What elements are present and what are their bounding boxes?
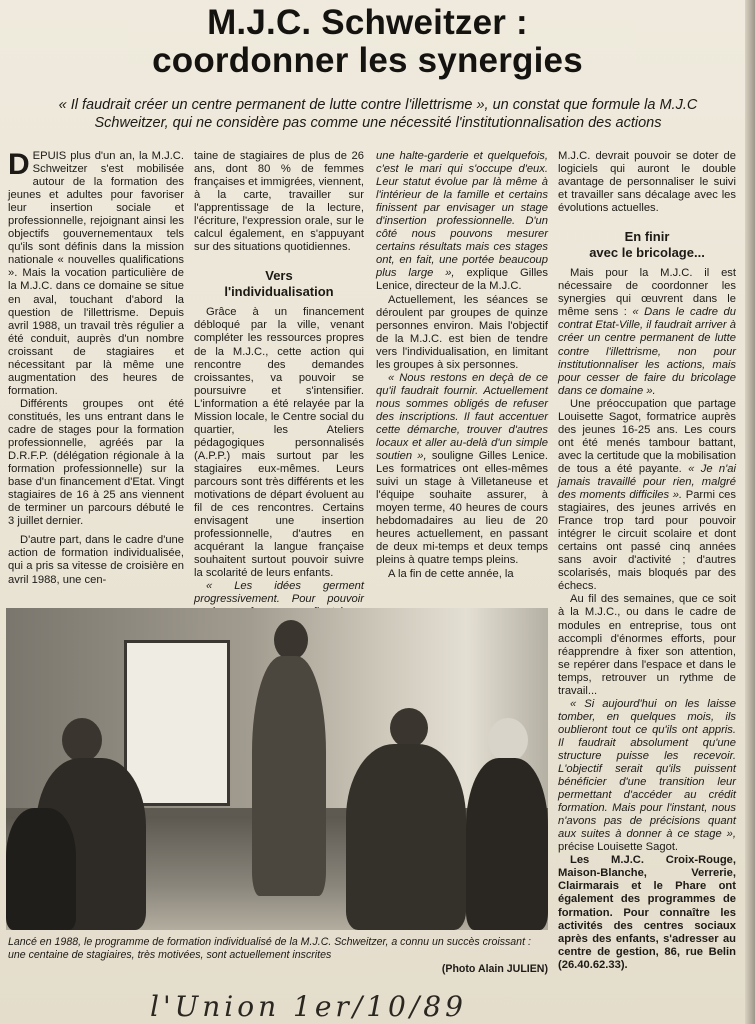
photo-speaker-head — [274, 620, 308, 660]
col3-paragraph-2: Actuellement, les séances se déroulent par groupes de quinze personnes environ. Mais l'objectif de la M.J.C. est bien de tendre vers l'individualisation, en limitant les groupes à six personnes. — [376, 293, 548, 371]
subhead-bricolage: En finir avec le bricolage... — [589, 229, 705, 261]
col3-paragraph-3: « Nous restons en deçà de ce qu'il faudrait fournir. Actuellement nous sommes obligés de refuser des inscriptions. Il faut accentuer cette démarche, trouver d'autres locaux et aller au-delà d'un simple soutien », souligne Gilles Lenice. Les formatrices ont elles-mêmes suivi un stage à Villetaneuse et l'équipe souhaite assurer, à moyen terme, 40 heures de cours hebdomadaires au lieu de 20 heures actuellement, en passant de deux mi-temps et deux temps pleins à quatre temps pleins. — [376, 371, 548, 567]
col4-paragraph-3: Une préoccupation que partage Louisette Sagot, formatrice auprès des jeunes 16-25 ans. Les cours ont été menés tambour battant, avec la certitude que la mobilisation de tous a été payante. « Je n'ai jamais travaillé pour rien, malgré des moments difficiles ». Parmi ces stagiaires, des jeunes arrivés en France trop tard pour pouvoir intégrer le circuit scolaire et dont certains ont passé cinq années sans avoir d'activité ; d'autres scolarisés, mais bloqués par des échecs. — [558, 397, 737, 593]
col4-paragraph-5: « Si aujourd'hui on les laisse tomber, en quelques mois, ils oublieront tout ce qu'ils ont appris. Il faudrait absolument qu'une structure puisse les recevoir. L'objectif serait qu'ils puissent bénéficier d'une transition leur permettant d'accéder au crédit formation. Mais pour l'instant, nous n'avons pas de précisions quant aux suites à donner à ce stage », précise Louisette Sagot. — [558, 697, 736, 854]
headline-line2: coordonner les synergies — [152, 41, 583, 80]
lead-paragraph: « Il faudrait créer un centre permanent de lutte contre l'illettrisme », un constat que formule la M.J.C Schweitzer, qui ne considère pas comme une nécessité l'institutionnalisation des actions — [58, 97, 698, 131]
col4-paragraph-4: Au fil des semaines, que ce soit à la M.J.C., ou dans le cadre de modules en entreprise, tous ont accompli d'énormes efforts, pour réapprendre à fixer son attention, se repérer dans l'espace et dans le temps, retrouver un rythme de travail... — [558, 593, 736, 697]
handwritten-source-note: l'Union 1er/10/89 — [150, 990, 467, 1023]
article-column-1 — [8, 150, 184, 587]
col1-paragraph-2: Différents groupes ont été constitués, les uns entrant dans le cadre de stages pour la formation professionnelle, agréés par la D.R.F.P. (délégation régionale à la formation professionnelle) sur la base d'un financement d'Etat. Vingt stagiaires de 16 à 25 ans viennent de terminer un parcours débuté le 3 juillet dernier. — [8, 397, 184, 528]
photo-credit: (Photo Alain JULIEN) — [441, 963, 548, 975]
col2-paragraph-2: Grâce à un financement débloqué par la ville, venant compléter les ressources propres de la M.J.C., cette action qui rencontre des demandes croissantes, va pouvoir se poursuivre et s'intensifier. L'information a été relayée par la Mission locale, le Centre social du quartier, les Ateliers pédagogiques personnalisés (A.P.P.) mais surtout par les stagiaires eux-mêmes. Leurs parcours sont très différents et les motivations de départ évoluent au fil de ces rencontres. Certains envisagent une insertion professionnelle, d'autres en acquérant la langue française souhaitent surtout pouvoir suivre la scolarité de leurs enfants. — [194, 306, 364, 580]
photo-paperboard — [124, 640, 230, 806]
photo-seated-head-3 — [390, 708, 428, 748]
drop-cap: D — [8, 148, 30, 181]
col2-paragraph-3: « Les idées germent progressivement. Pour pouvoir — [194, 580, 364, 606]
article-column-4 — [558, 150, 736, 972]
photo-seated-head-1 — [62, 718, 102, 762]
col4-paragraph-2: Mais pour la M.J.C. il est nécessaire de coordonner les synergies qui œuvrent dans le même sens : « Dans le cadre du contrat Etat-Ville, il faudrait arriver à créer un centre permanent de lutte contre l'illettrisme, non pour institutionnaliser les actions, mais pour cesser de faire du bricolage dans ce domaine ». — [558, 267, 736, 397]
photo-caption: Lancé en 1988, le programme de formation individualisé de la M.J.C. Schweitzer, a connu un succès croissant : une centaine de stagiaires, très motivées, sont actuellement inscrites — [8, 936, 531, 961]
subhead-individualisation: Vers l'individualisation — [224, 268, 334, 300]
col2-paragraph-1: taine de stagiaires de plus de 26 ans, dont 80 % de femmes françaises et immigrées, viennent, à la carte, travailler sur l'apprentissage de la lecture, l'écriture, l'expression orale, sur le calcul également, en s'appuyant sur des situations quotidiennes. — [194, 150, 364, 254]
article-photo — [6, 608, 548, 930]
headline-line1: M.J.C. Schweitzer : — [207, 3, 528, 42]
photo-seated-person-4 — [466, 758, 548, 930]
article-column-2 — [194, 150, 364, 633]
col3-paragraph-1: une halte-garderie et quelquefois, c'est le mari qui s'occupe d'eux. Leur statut évolue par là même à l'intérieur de la famille et certains finissent par envisager un stage d'insertion professionnelle. D'un côté nous pouvons mesurer certains résultats mais ces stages ont, en fait, une portée beaucoup plus large », explique Gilles Lenice, directeur de la M.J.C. — [376, 150, 548, 293]
photo-seated-person-2 — [6, 808, 76, 930]
photo-seated-person-3 — [346, 744, 466, 930]
col1-paragraph-3: D'autre part, dans le cadre d'une action de formation individualisée, qui a pris sa vitesse de croisière en avril 1988, une cen- — [8, 534, 184, 586]
col4-paragraph-1: M.J.C. devrait pouvoir se doter de logiciels qui auront le double avantage de personnaliser le suivi et travailler sans décalage avec les évolutions actuelles. — [558, 150, 736, 215]
col1-paragraph-1: DEPUIS plus d'un an, la M.J.C. Schweitzer s'est mobilisée autour de la formation des jeunes et adultes pour favoriser leur insertion sociale et professionnelle, rejoignant ainsi les objectifs gouvernementaux tels qu'ils sont définis dans la mission nationale « nouvelles qualifications ». Mais la vocation particulière de la M.J.C. dans ce domaine se situe en aval, touchant d'abord la question de l'illettrisme. Depuis avril 1988, un travail très régulier a été conduit, auprès d'un nombre croissant de stagiaires et nécessitant par là même une augmentation des heures de formation. — [8, 148, 184, 397]
photo-seated-head-4 — [488, 718, 528, 762]
col3-paragraph-4: A la fin de cette année, la — [388, 567, 514, 580]
article-column-3 — [376, 150, 548, 581]
col4-paragraph-6: Les M.J.C. Croix-Rouge, Maison-Blanche, Verrerie, Clairmarais et le Phare ont également des programmes de formation. Pour connaître les activités des centres sociaux après des enfants, s'adresser au centre de gestion, 86, rue Belin (26.40.62.33). — [558, 854, 736, 971]
page-edge — [745, 0, 755, 1024]
photo-speaker — [252, 656, 326, 896]
headline — [0, 4, 735, 80]
